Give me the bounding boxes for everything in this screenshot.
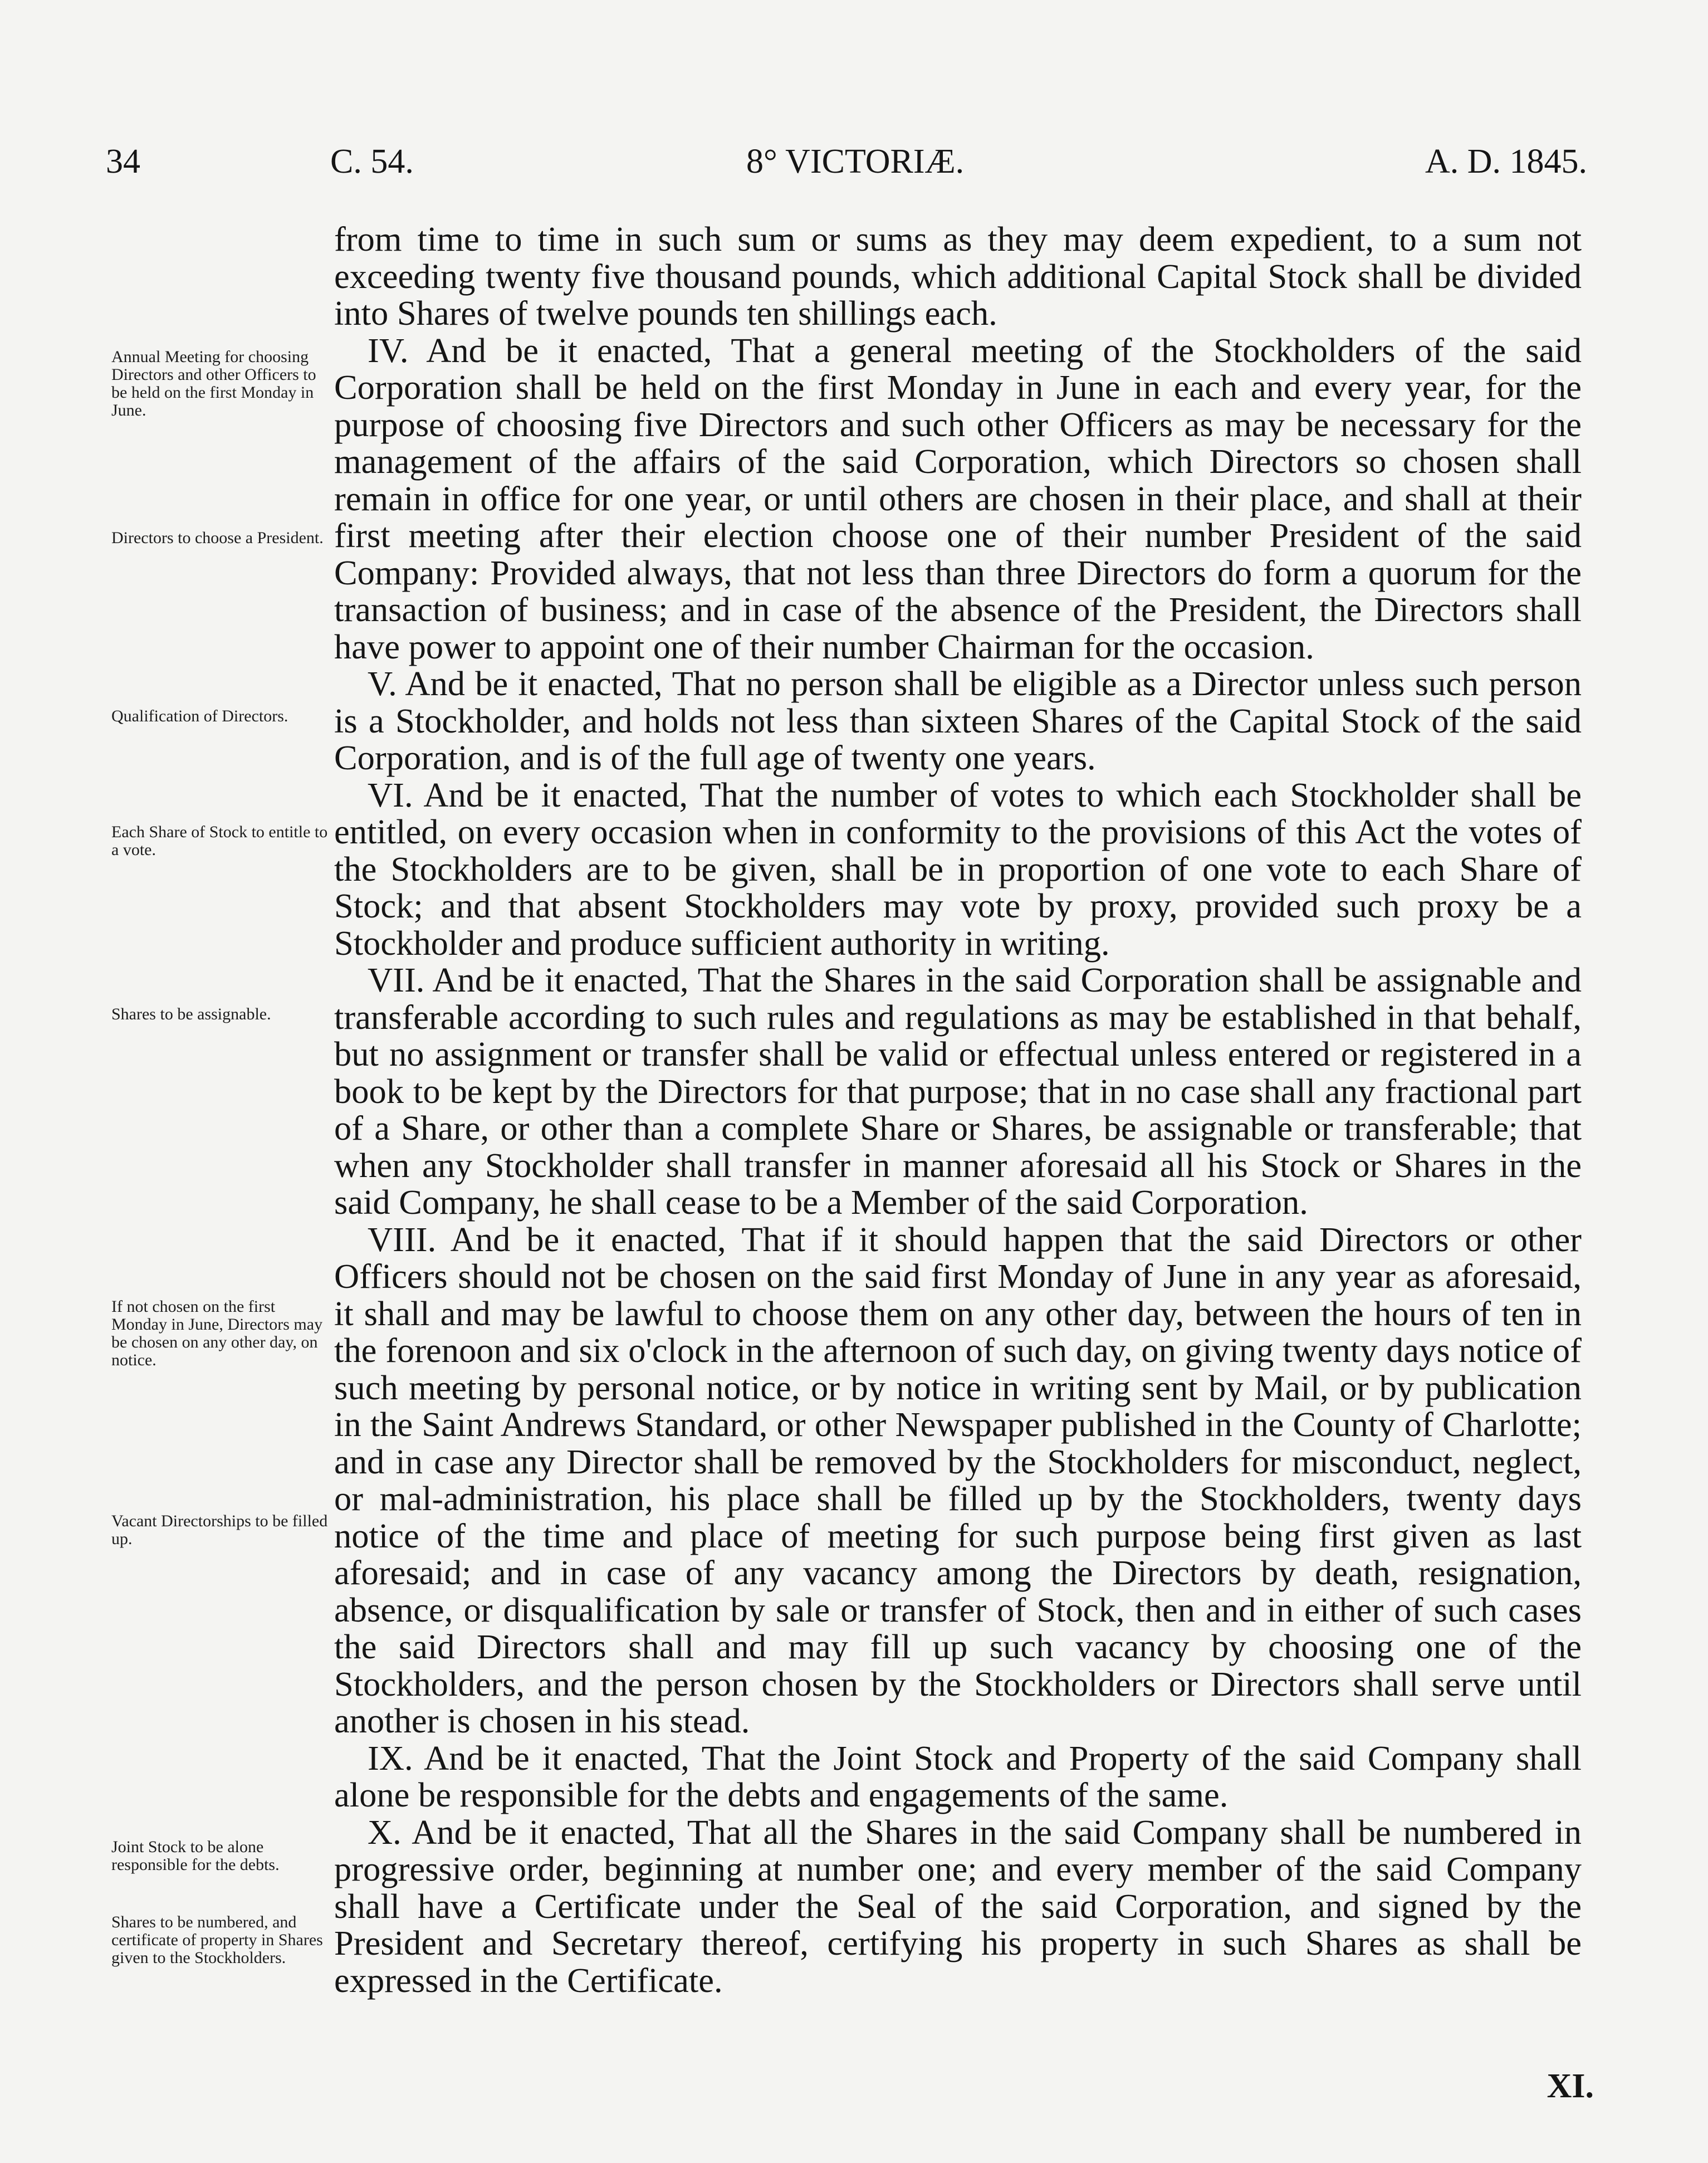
section-iv: IV. And be it enacted, That a general meeting of the Stockholders of the said Corporation shall be held on the first Monday in June in each and every year, for the purpose of choosing five Directors and such other Officers as may be necessary for the management of the affairs of the said Corporation, which Directors so chosen shall remain in office for one year, or until others are chosen in their place, and shall at their first meeting after their election choose one of their number President of the said Company: Provided always, that not less than three Directors do form a quorum for the transaction of business; and in case of the absence of the President, the Directors shall have power to appoint one of their number Chairman for the occasion. bbox=[334, 330, 1582, 666]
chapter-number: C. 54. bbox=[330, 143, 414, 180]
margin-note-annual-meeting: Annual Meeting for choosing Directors and other Officers to be held on the first Monday in June. bbox=[111, 348, 316, 419]
margin-note-vacancies: Vacant Directorships to be filled up. bbox=[111, 1512, 328, 1548]
running-header bbox=[106, 142, 1587, 192]
margin-note-joint-stock: Joint Stock to be alone responsible for the debts. bbox=[111, 1838, 280, 1874]
margin-note-qualification: Qualification of Directors. bbox=[111, 707, 288, 725]
section-ix: IX. And be it enacted, That the Joint Stock and Property of the said Company shall alone be responsible for the debts and engagements of the same. bbox=[334, 1738, 1582, 1814]
section-viii: VIII. And be it enacted, That if it should happen that the said Directors or other Officers should not be chosen on the said first Monday of June in any year as aforesaid, it shall and may be lawful to choose them on any other day, between the hours of ten in the forenoon and six o'clock in the afternoon of such day, on giving twenty days notice of such meeting by personal notice, or by notice in writing sent by Mail, or by publication in the Saint Andrews Standard, or other Newspaper published in the County of Charlotte; and in case any Director shall be removed by the Stockholders for misconduct, neglect, or mal-administration, his place shall be filled up by the Stockholders, twenty days notice of the time and place of meeting for such purpose being first given as last aforesaid; and in case of any vacancy among the Directors by death, resignation, absence, or disqualification by sale or transfer of Stock, then and in either of such cases the said Directors shall and may fill up such vacancy by choosing one of the Stockholders, and the person chosen by the Stockholders or Directors shall serve until another is chosen in his stead. bbox=[334, 1219, 1582, 1740]
section-v: V. And be it enacted, That no person shall be eligible as a Director unless such person is a Stockholder, and holds not less than sixteen Shares of the Capital Stock of the said Corporation, and is of the full age of twenty one years. bbox=[334, 664, 1582, 777]
calendar-year: A. D. 1845. bbox=[1425, 143, 1587, 180]
margin-note-president: Directors to choose a President. bbox=[111, 529, 324, 547]
margin-note-vote: Each Share of Stock to entitle to a vote. bbox=[111, 823, 328, 859]
catchword: XI. bbox=[1547, 2067, 1594, 2105]
statute-text bbox=[334, 221, 1582, 1999]
section-x: X. And be it enacted, That all the Shares in the said Company shall be numbered in progressive order, beginning at number one; and every member of the said Company shall have a Certificate under the Seal of the said Corporation, and signed by the President and Secretary thereof, certifying his property in such Shares as shall be expressed in the Certificate. bbox=[334, 1812, 1582, 2000]
margin-note-assignable: Shares to be assignable. bbox=[111, 1005, 271, 1023]
regnal-year: 8° VICTORIÆ. bbox=[746, 143, 965, 180]
section-vi: VI. And be it enacted, That the number of votes to which each Stockholder shall be entitled, on every occasion when in conformity to the provisions of this Act the votes of the Stockholders are to be given, shall be in proportion of one vote to each Share of Stock; and that absent Stockholders may vote by proxy, provided such proxy be a Stockholder and produce sufficient authority in writing. bbox=[334, 775, 1582, 963]
margin-note-other-day: If not chosen on the first Monday in June, Directors may be chosen on any other day, on notice. bbox=[111, 1297, 323, 1369]
paragraph-continued: from time to time in such sum or sums as they may deem expedient, to a sum not exceeding twenty five thousand pounds, which additional Capital Stock shall be divided into Shares of twelve pounds ten shillings each. bbox=[334, 219, 1582, 333]
section-vii: VII. And be it enacted, That the Shares in the said Corporation shall be assignable and transferable according to such rules and regulations as may be established in that behalf, but no assignment or transfer shall be valid or effectual unless entered or registered in a book to be kept by the Directors for that purpose; that in no case shall any fractional part of a Share, or other than a complete Share or Shares, be assignable or transferable; that when any Stockholder shall transfer in manner aforesaid all his Stock or Shares in the said Company, he shall cease to be a Member of the said Corporation. bbox=[334, 960, 1582, 1222]
page-number: 34 bbox=[106, 143, 140, 180]
margin-note-certificates: Shares to be numbered, and certificate of property in Shares given to the Stockholders. bbox=[111, 1913, 323, 1967]
